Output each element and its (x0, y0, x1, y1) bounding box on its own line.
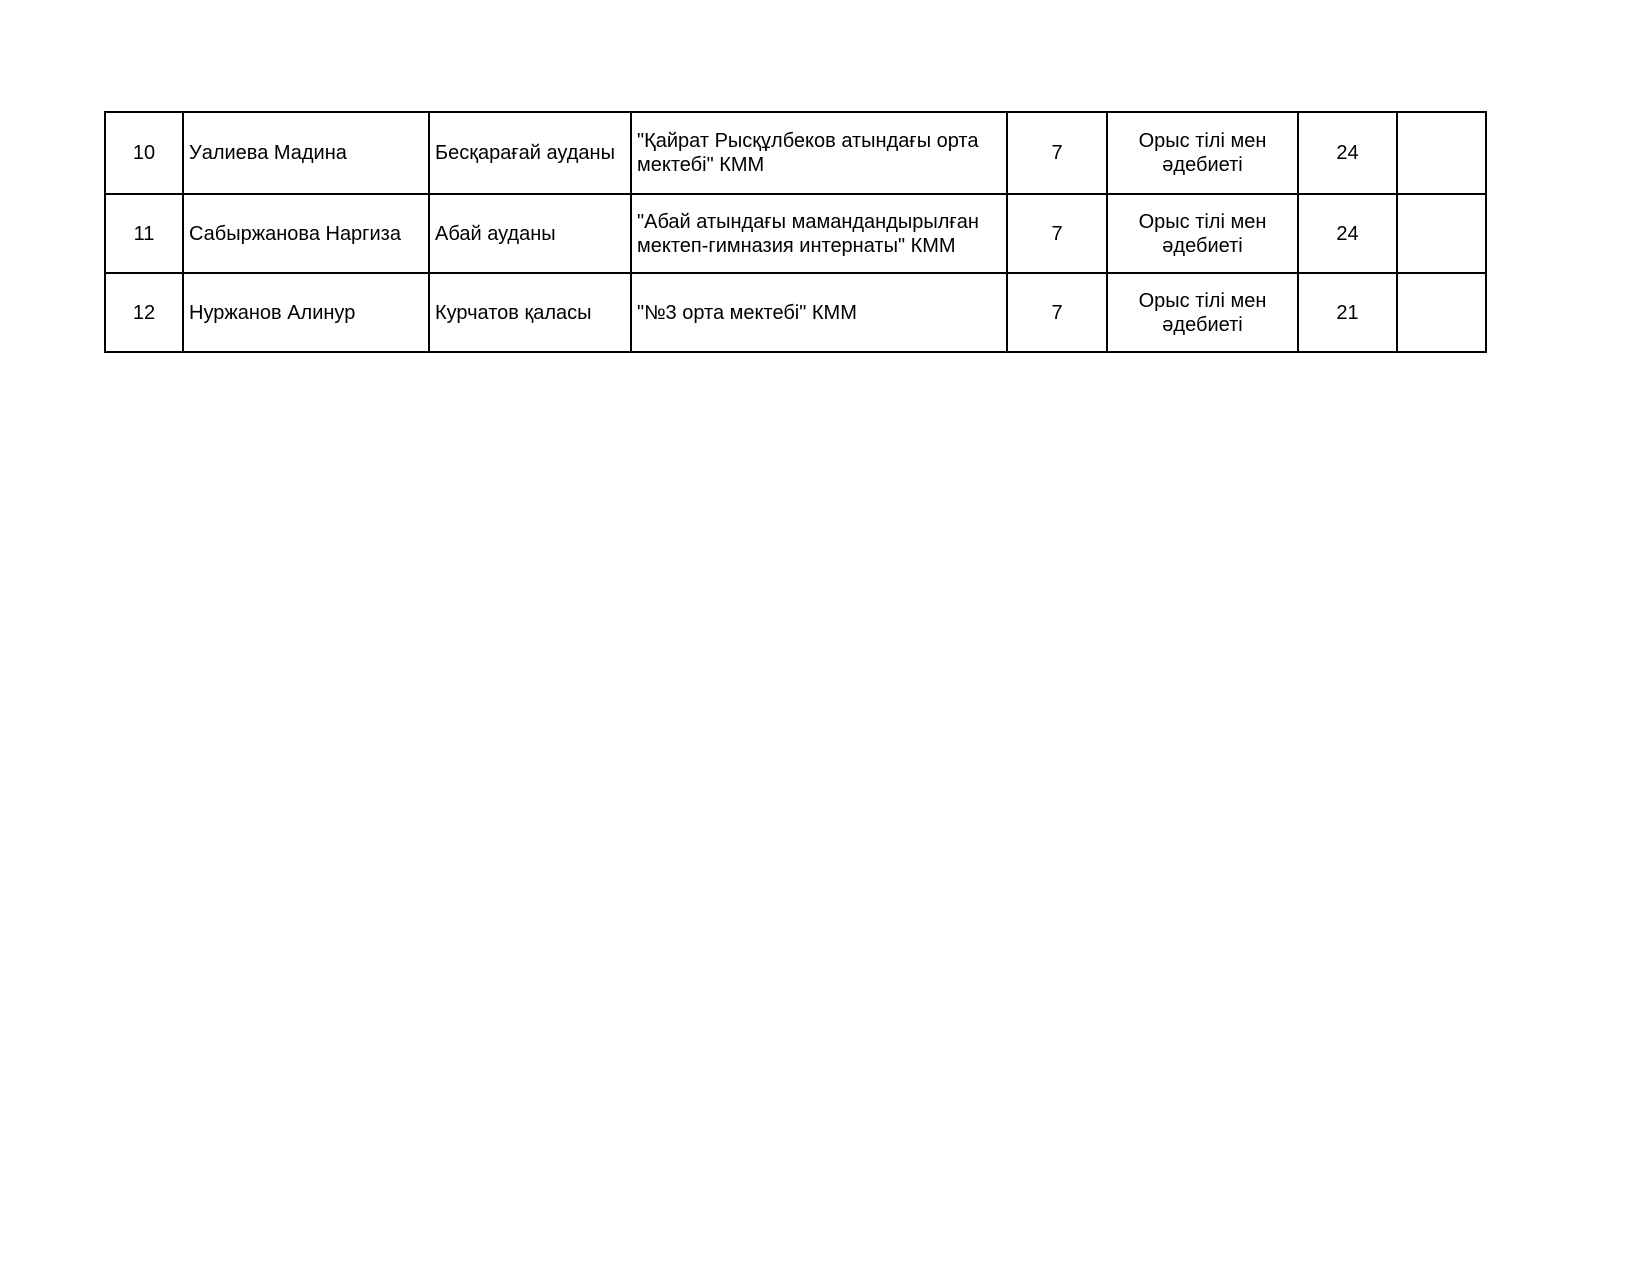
table-row (105, 112, 1486, 194)
district: Абай ауданы (429, 194, 631, 273)
row-number: 11 (105, 194, 183, 273)
grade: 7 (1007, 112, 1107, 194)
row-number: 10 (105, 112, 183, 194)
table-row (105, 273, 1486, 352)
grade: 7 (1007, 273, 1107, 352)
extra-cell (1397, 112, 1486, 194)
subject: Орыс тілі мен әдебиеті (1107, 194, 1298, 273)
student-name: Сабыржанова Наргиза (183, 194, 429, 273)
grade: 7 (1007, 194, 1107, 273)
subject: Орыс тілі мен әдебиеті (1107, 112, 1298, 194)
district: Бесқарағай ауданы (429, 112, 631, 194)
student-name: Нуржанов Алинур (183, 273, 429, 352)
score: 24 (1298, 112, 1397, 194)
school: "Абай атындағы мамандандырылған мектеп-гимназия интернаты" КММ (631, 194, 1007, 273)
extra-cell (1397, 273, 1486, 352)
table-row (105, 194, 1486, 273)
score: 24 (1298, 194, 1397, 273)
extra-cell (1397, 194, 1486, 273)
row-number: 12 (105, 273, 183, 352)
subject: Орыс тілі мен әдебиеті (1107, 273, 1298, 352)
student-name: Уалиева Мадина (183, 112, 429, 194)
school: "Қайрат Рысқұлбеков атындағы орта мектебі" КММ (631, 112, 1007, 194)
results-table (104, 111, 1487, 353)
score: 21 (1298, 273, 1397, 352)
district: Курчатов қаласы (429, 273, 631, 352)
school: "№3 орта мектебі" КММ (631, 273, 1007, 352)
